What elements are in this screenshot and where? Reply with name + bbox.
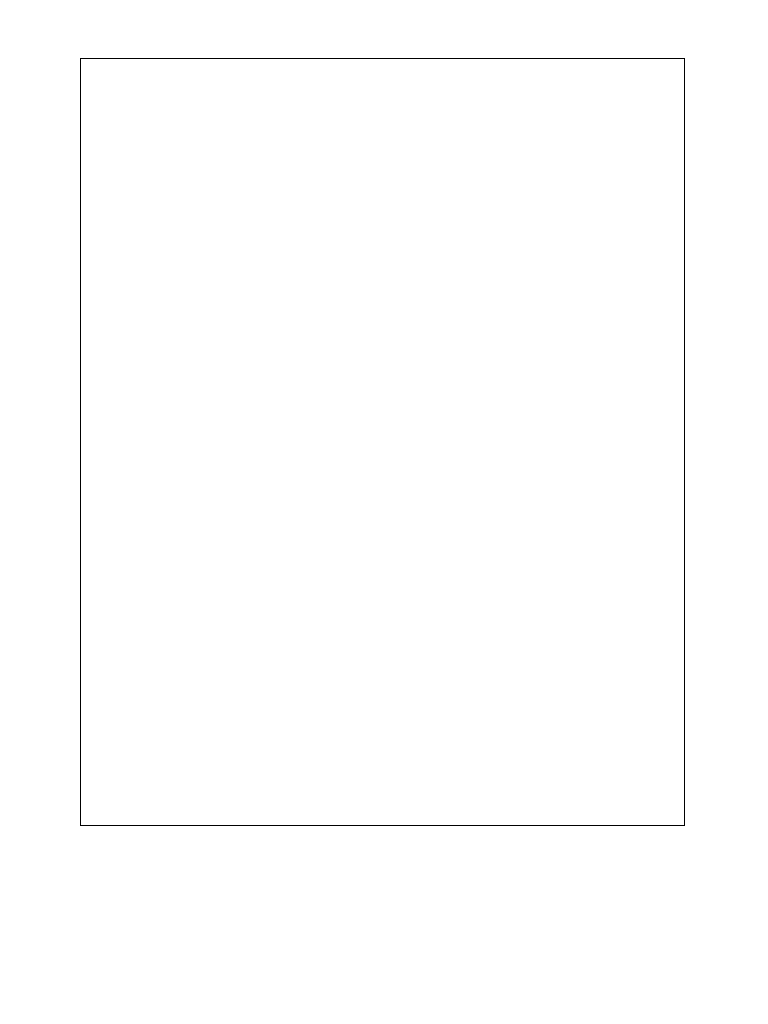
decorative-border-right — [712, 52, 740, 964]
instructions-text — [87, 64, 678, 65]
decorative-border-bottom — [30, 962, 742, 990]
decorative-border-top — [30, 28, 742, 56]
decorative-border-left — [30, 52, 58, 964]
worksheet-box — [80, 58, 685, 826]
